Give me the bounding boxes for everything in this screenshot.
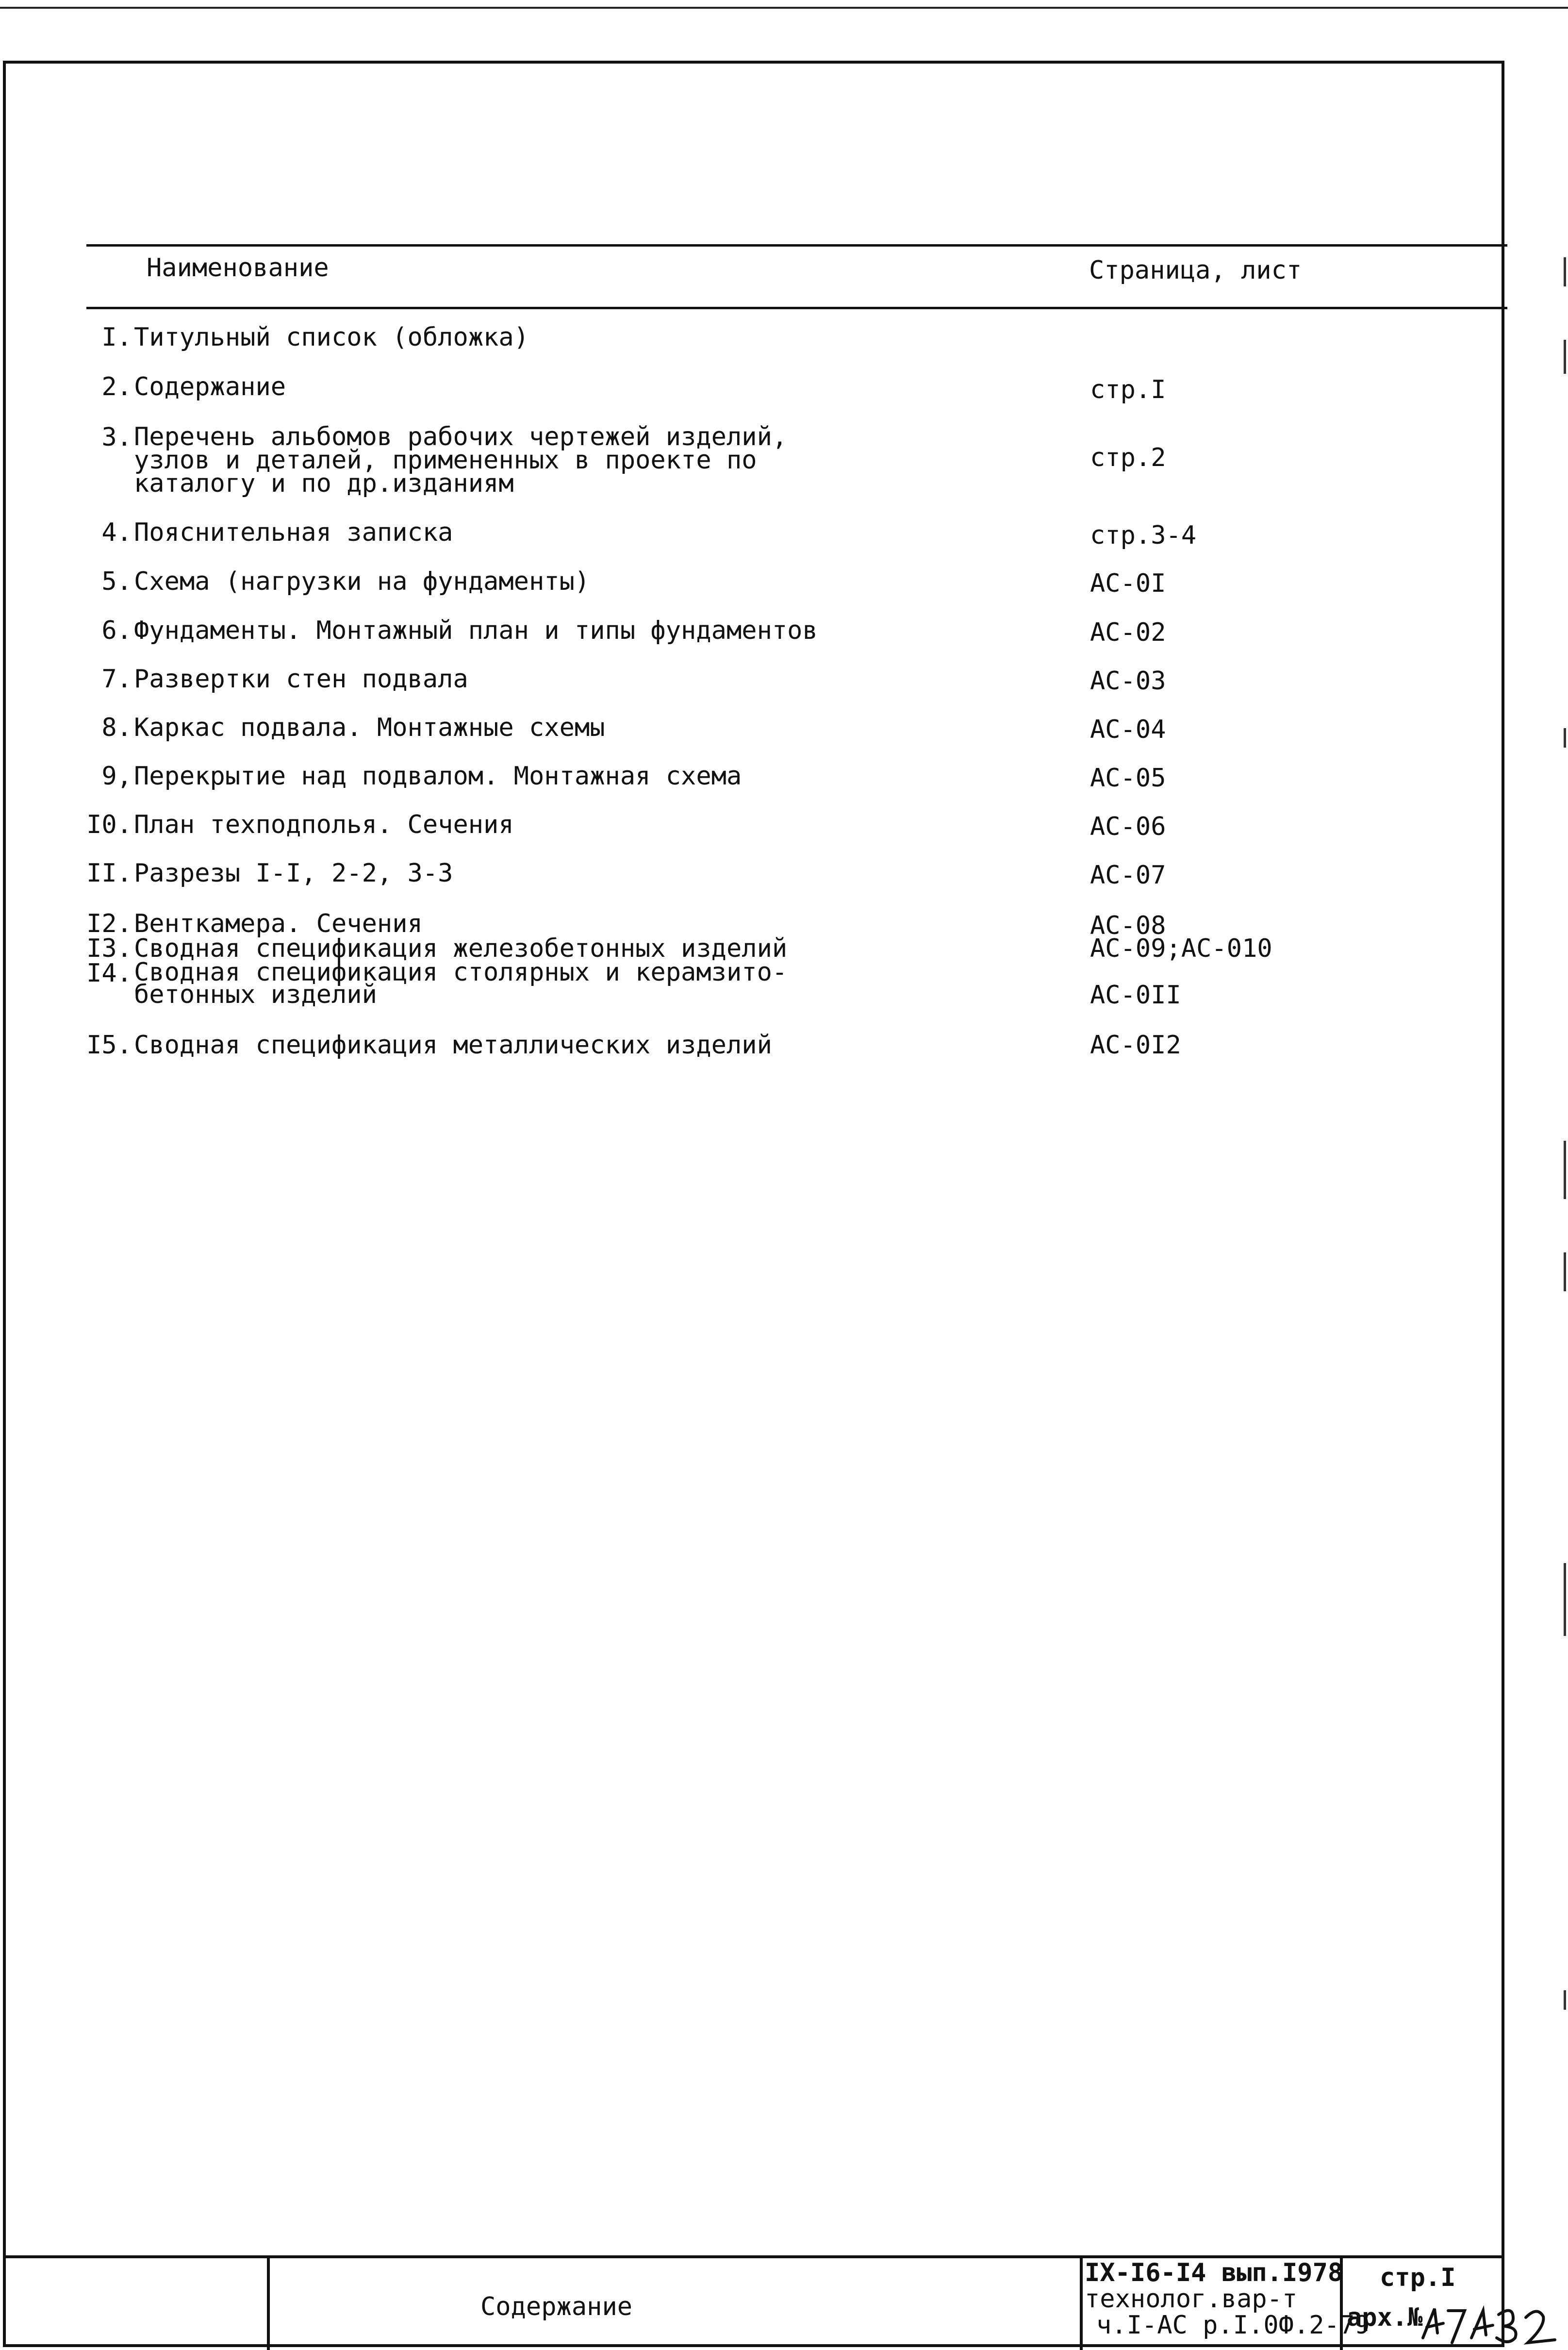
scan-edge-mark: [1564, 1563, 1566, 1636]
row-page: АС-0II: [1090, 981, 1181, 1010]
row-title: Титульный список (обложка): [134, 323, 529, 352]
row-number: I2.: [86, 909, 132, 938]
scan-edge-mark: [1564, 340, 1566, 374]
row-page: АС-06: [1090, 812, 1166, 841]
header-bottom-rule: [86, 307, 1507, 309]
row-page: АС-0I2: [1090, 1031, 1181, 1060]
row-page: АС-04: [1090, 715, 1166, 744]
row-page: стр.2: [1090, 443, 1166, 472]
row-title: Сводная спецификация столярных и керамзито- бетонных изделий: [134, 958, 788, 1009]
row-page: АС-09;АС-010: [1090, 934, 1272, 963]
row-title: Венткамера. Сечения: [134, 909, 423, 938]
scan-edge-mark: [1564, 728, 1566, 748]
row-number: I4.: [86, 959, 132, 988]
row-number: I0.: [86, 810, 132, 839]
row-number: 3.: [101, 423, 132, 452]
row-page: стр.I: [1090, 375, 1166, 404]
scan-edge-mark: [1564, 1252, 1566, 1291]
row-title: Развертки стен подвала: [134, 665, 468, 694]
row-page: АС-02: [1090, 618, 1166, 647]
row-page: АС-05: [1090, 764, 1166, 793]
row-number: 7.: [101, 665, 132, 694]
row-number: 2.: [101, 372, 132, 401]
scan-edge-mark: [1564, 1990, 1566, 2010]
row-title: План техподполья. Сечения: [134, 810, 514, 839]
stamp-sheet: стр.I: [1380, 2263, 1456, 2292]
stamp-title: Содержание: [480, 2292, 633, 2321]
handwritten-archive-number: [1418, 2304, 1564, 2347]
row-title: Фундаменты. Монтажный план и типы фундаментов: [134, 616, 818, 645]
stamp-code-cell: [1083, 2258, 1370, 2350]
drawing-frame: [3, 61, 1504, 2347]
stamp-blank-cell: [3, 2258, 270, 2350]
row-title: Содержание: [134, 372, 286, 401]
row-page: АС-08: [1090, 911, 1166, 940]
row-number: 8.: [101, 713, 132, 742]
stamp-archive-label: арх.№: [1347, 2303, 1423, 2332]
row-number: 5.: [101, 567, 132, 596]
scan-edge-mark: [1564, 1141, 1566, 1199]
stamp-code-line3: ч.I-АС р.I.0Ф.2-79: [1096, 2311, 1370, 2340]
scan-edge-mark: [1564, 257, 1566, 286]
row-number: I5.: [86, 1031, 132, 1060]
row-title: Схема (нагрузки на фундаменты): [134, 567, 590, 596]
row-title: Перечень альбомов рабочих чертежей изделий, узлов и деталей, примененных в проекте по каталогу и по др.изданиям: [134, 422, 788, 498]
row-number: 9,: [101, 762, 132, 791]
stamp-title-cell: [270, 2258, 1083, 2350]
row-page: АС-03: [1090, 667, 1166, 696]
row-number: II.: [86, 859, 132, 888]
row-title: Пояснительная записка: [134, 518, 453, 547]
row-title: Сводная спецификация железобетонных изделий: [134, 934, 788, 963]
stamp-code-line1: IX-I6-I4 вып.I978: [1085, 2258, 1343, 2287]
row-page: стр.3-4: [1090, 521, 1197, 550]
row-number: 4.: [101, 518, 132, 547]
row-number: I.: [101, 323, 132, 352]
title-block: [3, 2255, 1504, 2350]
header-top-rule: [86, 244, 1507, 247]
row-number: I3.: [86, 934, 132, 963]
row-page: АС-0I: [1090, 569, 1166, 598]
header-name-column: Наименование: [147, 253, 329, 283]
header-page-column: Страница, лист: [1089, 256, 1302, 285]
stamp-code-line2: технолог.вар-т: [1085, 2284, 1298, 2314]
row-title: Разрезы I-I, 2-2, 3-3: [134, 859, 453, 888]
row-title: Сводная спецификация металлических изделий: [134, 1031, 772, 1060]
top-border-line: [0, 7, 1568, 9]
row-title: Каркас подвала. Монтажные схемы: [134, 713, 605, 742]
row-number: 6.: [101, 616, 132, 645]
row-page: АС-07: [1090, 861, 1166, 890]
row-title: Перекрытие над подвалом. Монтажная схема: [134, 762, 742, 791]
